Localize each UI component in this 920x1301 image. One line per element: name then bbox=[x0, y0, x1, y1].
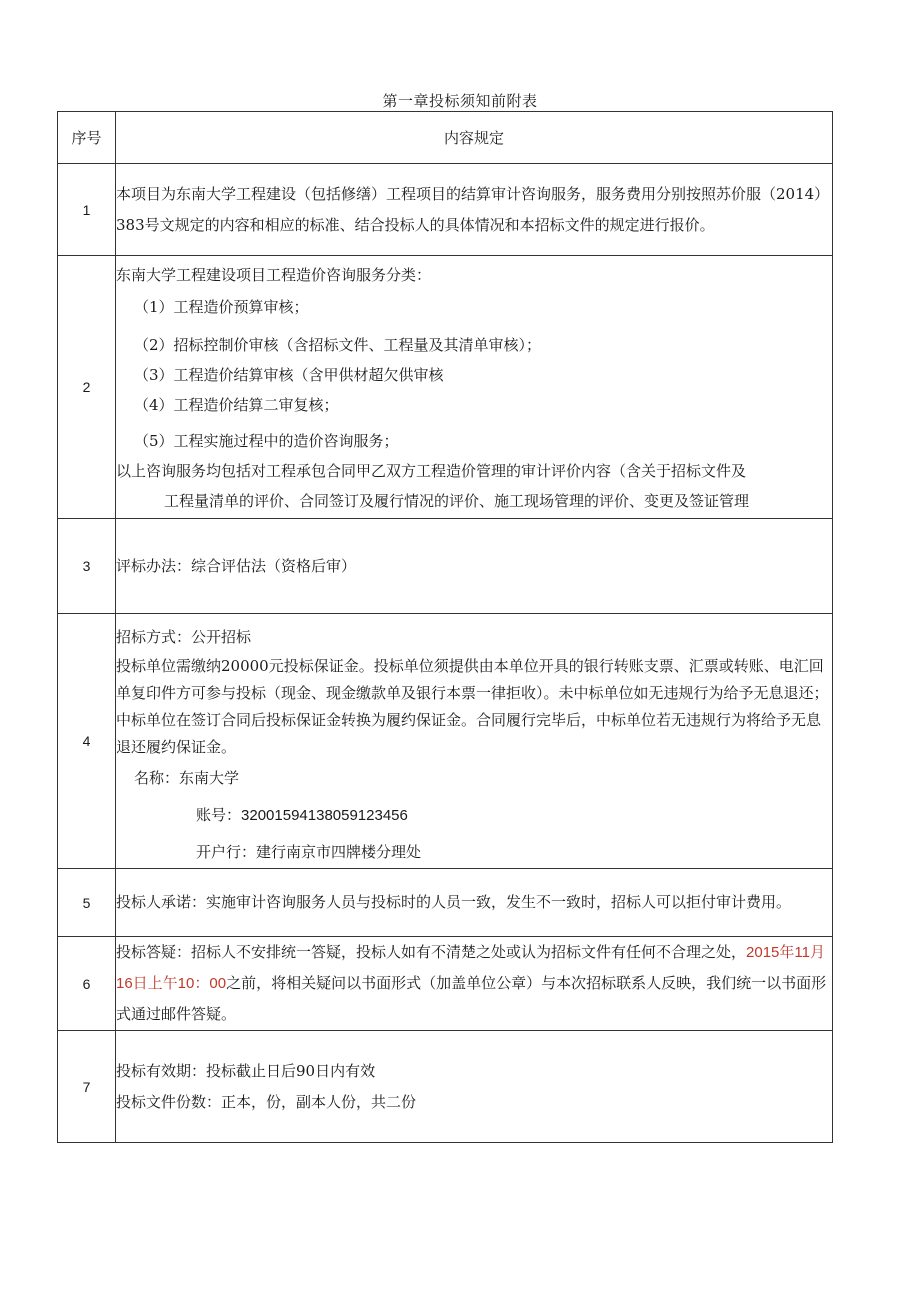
table-row-4 bbox=[58, 614, 833, 869]
service-item: （5）工程实施过程中的造价咨询服务； bbox=[134, 432, 399, 450]
table-header-row bbox=[58, 112, 833, 164]
row-number: 7 bbox=[58, 1031, 116, 1143]
table-row-7 bbox=[58, 1031, 833, 1143]
service-category-intro: 东南大学工程建设项目工程造价咨询服务分类： bbox=[116, 266, 432, 284]
row-number: 2 bbox=[58, 256, 116, 519]
bidding-method: 招标方式：公开招标 bbox=[116, 628, 252, 646]
project-description: 本项目为东南大学工程建设（包括修缮）工程项目的结算审计咨询服务，服务费用分别按照苏价服（2014）383号文规定的内容和相应的标准、结合投标人的具体情况和本招标文件的规定进行报价。 bbox=[116, 184, 830, 234]
service-item: （4）工程造价结算二审复核； bbox=[134, 396, 339, 414]
table-row-3 bbox=[58, 519, 833, 614]
service-scope-line1: 以上咨询服务均包括对工程承包合同甲乙双方工程造价管理的审计评价内容（含关于招标文件及 bbox=[116, 462, 747, 480]
bid-qa-text-after: 之前，将相关疑问以书面形式（加盖单位公章）与本次招标联系人反映，我们统一以书面形式通过邮件答疑。 bbox=[116, 974, 827, 1023]
evaluation-method: 评标办法：综合评估法（资格后审） bbox=[116, 556, 357, 575]
service-scope-line2: 工程量清单的评价、合同签订及履行情况的评价、施工现场管理的评价、变更及签证管理 bbox=[164, 492, 750, 510]
bank-name: 开户行：建行南京市四牌楼分理处 bbox=[196, 843, 422, 861]
bid-qa-text-before: 投标答疑：招标人不安排统一答疑，投标人如有不清楚之处或认为招标文件有任何不合理之处， bbox=[116, 943, 747, 961]
page-title: 第一章投标须知前附表 bbox=[382, 92, 538, 110]
row-number: 6 bbox=[58, 937, 116, 1031]
table-row-5 bbox=[58, 869, 833, 937]
qa-deadline: 2015年11月16日上午10：00 bbox=[116, 944, 825, 992]
account-name: 名称：东南大学 bbox=[134, 769, 240, 787]
row-content bbox=[116, 519, 833, 614]
bid-notice-table bbox=[57, 111, 833, 1143]
row-number: 1 bbox=[58, 164, 116, 256]
bid-copies: 投标文件份数：正本，份，副本人份，共二份 bbox=[116, 1092, 417, 1111]
account-number-line bbox=[116, 800, 832, 831]
row-content bbox=[116, 164, 833, 256]
bid-qa bbox=[116, 937, 832, 1030]
bid-validity: 投标有效期：投标截止日后90日内有效 bbox=[116, 1061, 376, 1080]
bidder-commitment: 投标人承诺：实施审计咨询服务人员与投标时的人员一致，发生不一致时，招标人可以拒付审计费用。 bbox=[116, 893, 792, 911]
account-number: 32001594138059123456 bbox=[241, 807, 408, 824]
bid-deposit: 投标单位需缴纳20000元投标保证金。投标单位须提供由本单位开具的银行转账支票、汇票或转账、电汇回单复印件方可参与投标（现金、现金缴款单及银行本票一律拒收）。未中标单位如无违规行为给予无息退还；中标单位在签订合同后投标保证金转换为履约保证金。合同履行完毕后，中标单位若无违规行为将给予无息退还履约保证金。 bbox=[116, 657, 829, 756]
account-label: 账号： bbox=[196, 806, 242, 824]
row-number: 5 bbox=[58, 869, 116, 937]
row-content bbox=[116, 614, 833, 869]
service-item: （3）工程造价结算审核（含甲供材超欠供审核 bbox=[134, 366, 444, 384]
header-content: 内容规定 bbox=[116, 112, 833, 164]
service-item: （1）工程造价预算审核； bbox=[134, 298, 309, 316]
header-no: 序号 bbox=[58, 112, 116, 164]
row-number: 3 bbox=[58, 519, 116, 614]
row-content bbox=[116, 937, 833, 1031]
row-number: 4 bbox=[58, 614, 116, 869]
row-content bbox=[116, 869, 833, 937]
table-row-2 bbox=[58, 256, 833, 519]
table-row-1 bbox=[58, 164, 833, 256]
row-content bbox=[116, 1031, 833, 1143]
table-row-6 bbox=[58, 937, 833, 1031]
service-item: （2）招标控制价审核（含招标文件、工程量及其清单审核）； bbox=[134, 336, 542, 354]
row-content bbox=[116, 256, 833, 519]
